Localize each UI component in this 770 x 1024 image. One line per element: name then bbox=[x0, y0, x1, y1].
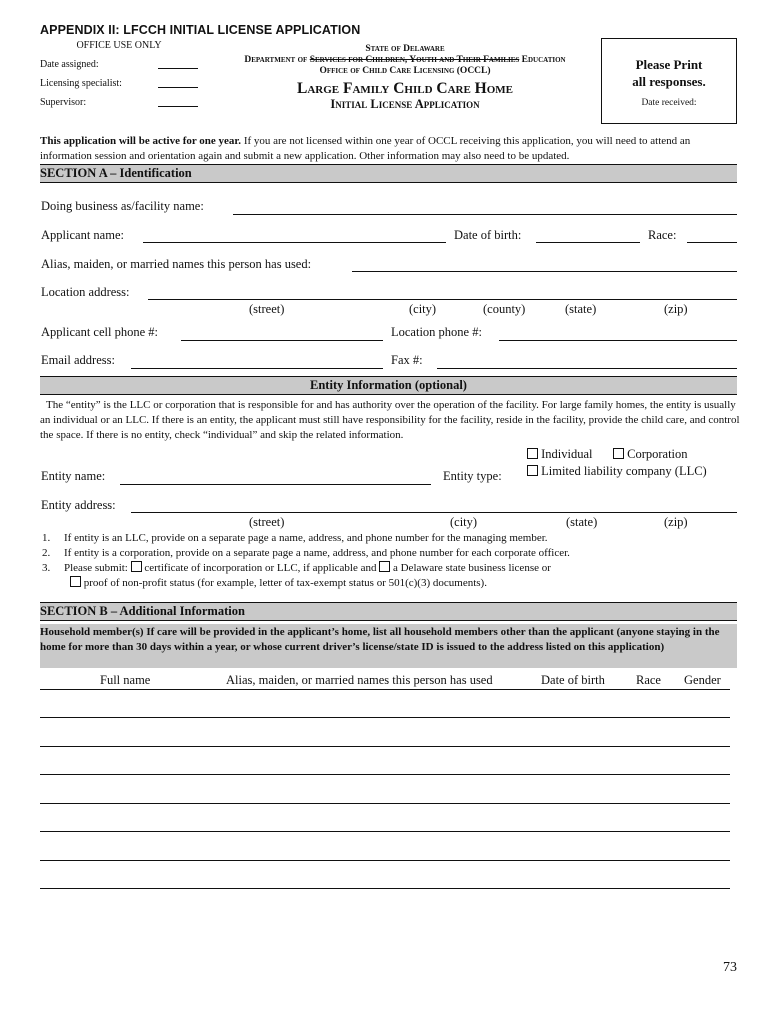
entity-name-label: Entity name: bbox=[41, 469, 106, 483]
appendix-title: APPENDIX II: LFCCH INITIAL LICENSE APPLICATION bbox=[40, 23, 361, 37]
item-1-text: If entity is an LLC, provide on a separate page a name, address, and phone number for the managing member. bbox=[64, 532, 548, 544]
addr-street-caption: (street) bbox=[249, 302, 285, 316]
race-field[interactable] bbox=[687, 241, 737, 243]
location-phone-field[interactable] bbox=[499, 339, 737, 341]
item-1-number: 1. bbox=[42, 532, 51, 544]
section-a-header: SECTION A – Identification bbox=[40, 164, 737, 183]
household-row-line[interactable] bbox=[40, 887, 730, 889]
llc-label: Limited liability company (LLC) bbox=[541, 464, 707, 478]
certificate-checkbox[interactable] bbox=[131, 561, 142, 572]
alias-field[interactable] bbox=[352, 270, 737, 272]
licensing-specialist-label: Licensing specialist: bbox=[40, 78, 122, 89]
addr-state-caption: (state) bbox=[565, 302, 597, 316]
entity-addr-street-caption: (street) bbox=[249, 515, 285, 529]
business-license-label: a Delaware state business license or bbox=[392, 562, 551, 574]
entity-addr-zip-caption: (zip) bbox=[664, 515, 688, 529]
location-address-label: Location address: bbox=[41, 285, 130, 299]
date-assigned-label: Date assigned: bbox=[40, 59, 99, 70]
addr-county-caption: (county) bbox=[483, 302, 526, 316]
col-alias: Alias, maiden, or married names this person has used bbox=[226, 673, 493, 687]
cell-phone-label: Applicant cell phone #: bbox=[41, 325, 158, 339]
notice-text: If you are not licensed within one year of OCCL receiving this application, you will need to attend an information session and orientation again and submit a new application. Other information may also need to be updated. bbox=[40, 135, 691, 162]
household-row-line[interactable] bbox=[40, 716, 730, 718]
location-address-field[interactable] bbox=[148, 298, 737, 300]
dept-prefix: Department of bbox=[244, 55, 308, 65]
notice-bold: This application will be active for one year. bbox=[40, 135, 242, 147]
household-instructions: Household member(s) If care will be provided in the applicant’s home, list all household members other than the applicant (anyone staying in the home for more than 30 days within a year, or whose current driver’s license/state ID is issued to the address listed on this application) bbox=[40, 624, 737, 668]
date-assigned-field[interactable] bbox=[158, 59, 198, 69]
office-use-block bbox=[40, 40, 198, 116]
household-row-line[interactable] bbox=[40, 859, 730, 861]
item-3-text-cont bbox=[70, 576, 740, 591]
individual-label: Individual bbox=[541, 447, 593, 461]
doing-business-label: Doing business as/facility name: bbox=[41, 199, 204, 213]
licensing-specialist-field[interactable] bbox=[158, 78, 198, 88]
household-row-line[interactable] bbox=[40, 745, 730, 747]
llc-checkbox[interactable] bbox=[527, 465, 538, 476]
entity-address-field[interactable] bbox=[131, 511, 737, 513]
agency-heading bbox=[215, 44, 595, 110]
alias-label: Alias, maiden, or married names this person has used: bbox=[41, 257, 312, 271]
form-subtitle: Initial License Application bbox=[330, 97, 480, 111]
col-race: Race bbox=[636, 673, 661, 687]
nonprofit-label: proof of non-profit status (for example, letter of tax-exempt status or 501(c)(3) documents). bbox=[83, 577, 487, 589]
race-label: Race: bbox=[648, 228, 677, 242]
household-header-rule bbox=[40, 688, 730, 690]
col-gender: Gender bbox=[684, 673, 721, 687]
dept-struck: Services for Children, Youth and Their Families bbox=[309, 55, 520, 65]
entity-header: Entity Information (optional) bbox=[40, 376, 737, 395]
item-3-number: 3. bbox=[42, 562, 51, 574]
print-line1: Please Print bbox=[635, 57, 703, 72]
applicant-name-label: Applicant name: bbox=[41, 228, 124, 242]
entity-addr-state-caption: (state) bbox=[566, 515, 598, 529]
date-received-label: Date received: bbox=[641, 98, 697, 108]
email-field[interactable] bbox=[131, 367, 383, 369]
print-notice-box bbox=[601, 38, 737, 124]
print-line2: all responses. bbox=[632, 74, 706, 89]
item-2-number: 2. bbox=[42, 547, 51, 559]
item-2-text: If entity is a corporation, provide on a separate page a name, address, and phone number for each corporate officer. bbox=[64, 547, 570, 559]
cell-phone-field[interactable] bbox=[181, 339, 383, 341]
fax-label: Fax #: bbox=[391, 353, 423, 367]
household-row-line[interactable] bbox=[40, 802, 730, 804]
col-full-name: Full name bbox=[100, 673, 151, 687]
item-3-text bbox=[64, 561, 740, 576]
entity-description: The “entity” is the LLC or corporation that is responsible for and has authority over the operation of the facility. For large family homes, the entity is usually an individual or an LLC. If there is an entity, the applicant must still have responsibility for the facility, reside in the facility, provide the child care, and control the space. If there is no entity, check “individual” and skip the related information. bbox=[40, 399, 740, 441]
addr-zip-caption: (zip) bbox=[664, 302, 688, 316]
office-use-title: OFFICE USE ONLY bbox=[76, 40, 162, 51]
page-number: 73 bbox=[723, 960, 737, 975]
household-row-line[interactable] bbox=[40, 830, 730, 832]
entity-name-field[interactable] bbox=[120, 483, 431, 485]
state-name: State of Delaware bbox=[365, 44, 445, 54]
doing-business-field[interactable] bbox=[233, 213, 737, 215]
office-name: Office of Child Care Licensing (OCCL) bbox=[319, 66, 491, 76]
type-corporation-option[interactable] bbox=[613, 447, 688, 462]
please-submit-label: Please submit: bbox=[64, 562, 128, 574]
section-b-header: SECTION B – Additional Information bbox=[40, 602, 737, 621]
addr-city-caption: (city) bbox=[409, 302, 437, 316]
dob-field[interactable] bbox=[536, 241, 640, 243]
dob-label: Date of birth: bbox=[454, 228, 522, 242]
dept-suffix: Education bbox=[521, 55, 566, 65]
type-llc-option[interactable] bbox=[527, 464, 707, 479]
entity-type-label: Entity type: bbox=[443, 469, 502, 483]
supervisor-field[interactable] bbox=[158, 97, 198, 107]
household-row-line[interactable] bbox=[40, 773, 730, 775]
individual-checkbox[interactable] bbox=[527, 448, 538, 459]
col-dob: Date of birth bbox=[541, 673, 605, 687]
entity-addr-city-caption: (city) bbox=[450, 515, 478, 529]
department-name bbox=[215, 55, 595, 66]
supervisor-label: Supervisor: bbox=[40, 97, 87, 108]
entity-address-label: Entity address: bbox=[41, 498, 116, 512]
fax-field[interactable] bbox=[437, 367, 737, 369]
active-notice bbox=[40, 134, 740, 164]
location-phone-label: Location phone #: bbox=[391, 325, 482, 339]
corporation-label: Corporation bbox=[627, 447, 688, 461]
email-label: Email address: bbox=[41, 353, 115, 367]
form-title: Large Family Child Care Home bbox=[296, 80, 514, 97]
corporation-checkbox[interactable] bbox=[613, 448, 624, 459]
business-license-checkbox[interactable] bbox=[379, 561, 390, 572]
applicant-name-field[interactable] bbox=[143, 241, 446, 243]
certificate-label: certificate of incorporation or LLC, if applicable and bbox=[144, 562, 377, 574]
type-individual-option[interactable] bbox=[527, 447, 593, 462]
nonprofit-checkbox[interactable] bbox=[70, 576, 81, 587]
